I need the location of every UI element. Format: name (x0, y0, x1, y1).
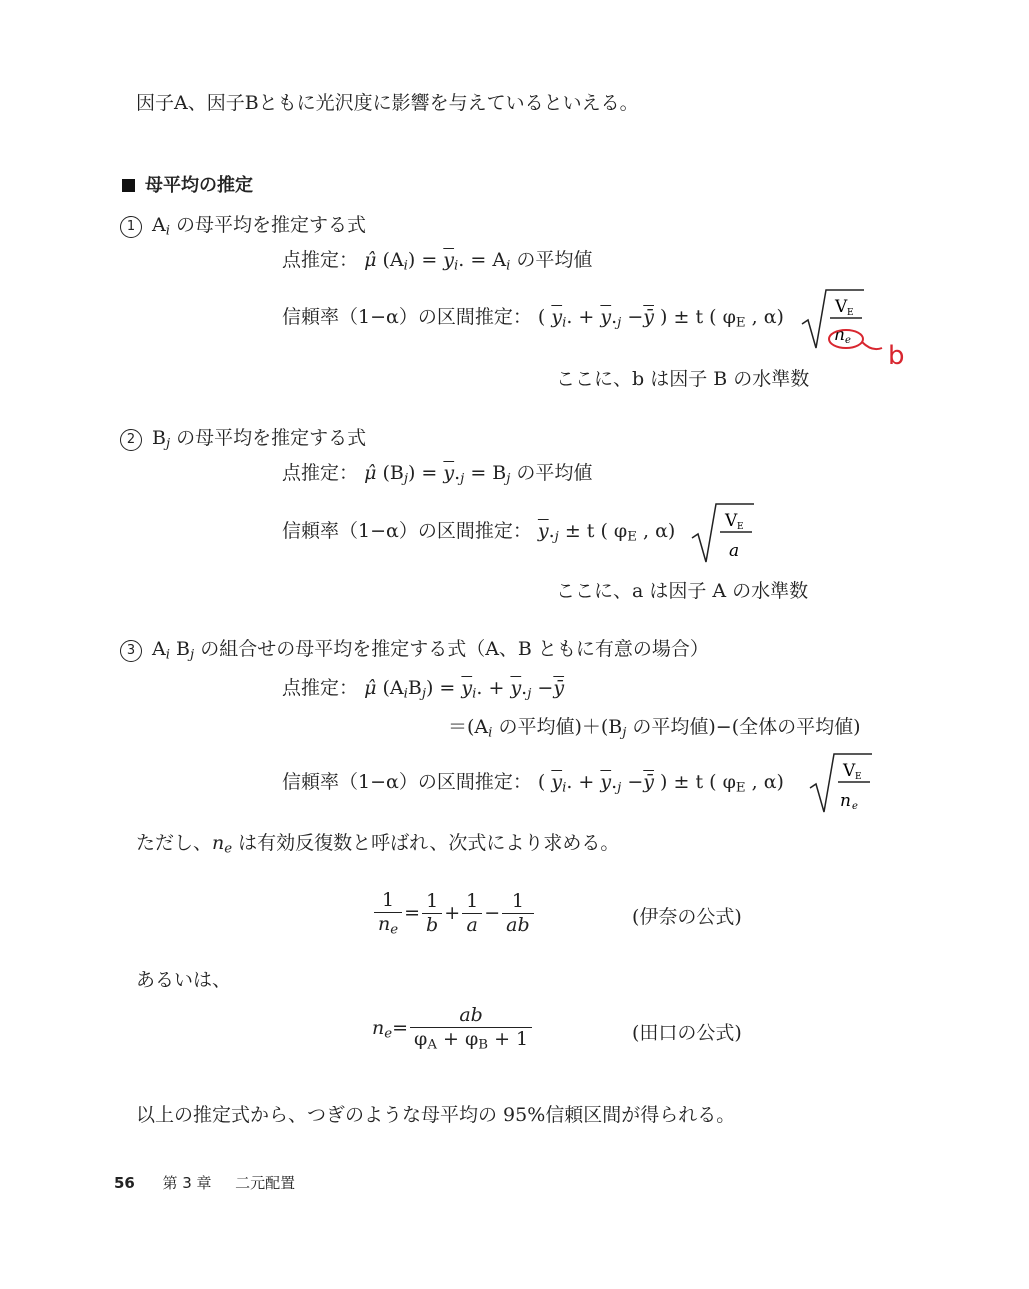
item-1-note: ここに、b は因子 B の水準数 (556, 368, 810, 390)
item-3-point-estimate: 点推定： μ̂ $(A_iB_j) = \overline{y}_i$. + $\overline{y}._j -\overline{ȳ}$ (282, 677, 565, 702)
svg-text:e: e (852, 801, 858, 812)
circled-number-3: 3 (120, 640, 142, 662)
formula-taguchi: $n_e=$ $\frac{ab}{\varphi_A + \varphi_B + 1}$ (372, 1005, 534, 1053)
svg-text:n: n (834, 325, 845, 345)
page-number: 56 (114, 1174, 135, 1192)
item-3-heading: 3 $A_i$ $B_j$ の組合せの母平均を推定する式（A、B ともに有意の場合） (120, 634, 709, 662)
formula-ina: $\frac{1}{n_e}$ = $\frac{1}{b}$ + $\frac{1}{a}$ − $\frac{1}{ab}$ (372, 890, 536, 938)
square-bullet-icon (122, 179, 135, 192)
chapter-number: 第 3 章 (162, 1174, 212, 1192)
formula-taguchi-label: (田口の公式) (632, 1022, 742, 1044)
ne-definition-text: ただし、$n_e$ は有効反復数と呼ばれ、次式により求める。 (136, 832, 620, 857)
item-1-interval-estimate: 信頼率（1−α）の区間推定： ( $\overline{y}_i$. + $\overline{y}._j -\overline{ȳ}$ ) ± t ( $\varphi_E$ , α) (282, 306, 784, 331)
svg-text:V: V (843, 761, 856, 781)
item-1-heading: 1 $A_i$ の母平均を推定する式 (120, 210, 366, 238)
svg-text:E: E (847, 308, 854, 318)
svg-text:V: V (725, 511, 738, 531)
item-2-point-estimate: 点推定： μ̂ $(B_j) = \overline{y}._j = B_j$ の平均値 (282, 462, 593, 487)
circled-number-2: 2 (120, 429, 142, 451)
section-heading (122, 171, 253, 197)
svg-text:n: n (840, 791, 851, 811)
svg-text:V: V (835, 297, 848, 317)
svg-text:E: E (855, 772, 862, 782)
conclusion-text: 以上の推定式から、つぎのような母平均の 95%信頼区間が得られる。 (136, 1104, 736, 1126)
svg-text:a: a (729, 541, 740, 561)
handwritten-correction (826, 326, 916, 376)
item-2-interval-estimate: 信頼率（1−α）の区間推定： $\overline{y}._j \pm t$ ( $\varphi_E$ , α) (282, 520, 676, 545)
intro-text: 因子A、因子Bともに光沢度に影響を与えているといえる。 (136, 92, 639, 114)
item-2-interval-formula: $\overline{y}._j \pm t$ ( $\varphi_E$ , α) (537, 520, 676, 545)
svg-text:e: e (845, 335, 851, 346)
item-3-interval-formula: ( $\overline{y}_i$. + $\overline{y}._j -\overline{ȳ}$ ) ± t ( $\varphi_E$ , α) (537, 771, 784, 796)
svg-text:E: E (737, 522, 744, 532)
item-2-point-formula: μ̂ $(B_j) = \overline{y}._j = B_j$ の平均値 (364, 462, 593, 487)
item-1-point-estimate: 点推定： μ̂ $(A_i) = \overline{y}_i$. = $A_i$ の平均値 (282, 249, 593, 274)
item-3-interval-estimate: 信頼率（1−α）の区間推定： ( $\overline{y}_i$. + $\overline{y}._j -\overline{ȳ}$ ) ± t ( $\varphi_E$ , α) (282, 771, 784, 796)
page-footer (114, 1172, 295, 1193)
circled-number-1: 1 (120, 216, 142, 238)
item-3-point-formula: μ̂ $(A_iB_j) = \overline{y}_i$. + $\overline{y}._j -\overline{ȳ}$ (364, 677, 565, 702)
item-1-point-formula: μ̂ $(A_i) = \overline{y}_i$. = $A_i$ の平均値 (364, 249, 593, 274)
section-title: 母平均の推定 (145, 175, 253, 196)
formula-ina-label: (伊奈の公式) (632, 906, 742, 928)
item-3-point-formula-2: $=(A_i$ の平均値)$+(B_j$ の平均値)−(全体の平均値) (448, 716, 861, 741)
item-1-interval-formula: ( $\overline{y}_i$. + $\overline{y}._j -\overline{ȳ}$ ) ± t ( $\varphi_E$ , α) (537, 306, 784, 331)
item-2-heading: 2 $B_j$ の母平均を推定する式 (120, 423, 366, 451)
handwritten-b: b (888, 341, 905, 371)
item-3-sqrt (808, 750, 878, 816)
alternative-text: あるいは、 (136, 969, 232, 991)
chapter-title: 二元配置 (235, 1174, 296, 1192)
item-2-note: ここに、a は因子 A の水準数 (556, 580, 809, 602)
item-2-sqrt (690, 500, 760, 566)
